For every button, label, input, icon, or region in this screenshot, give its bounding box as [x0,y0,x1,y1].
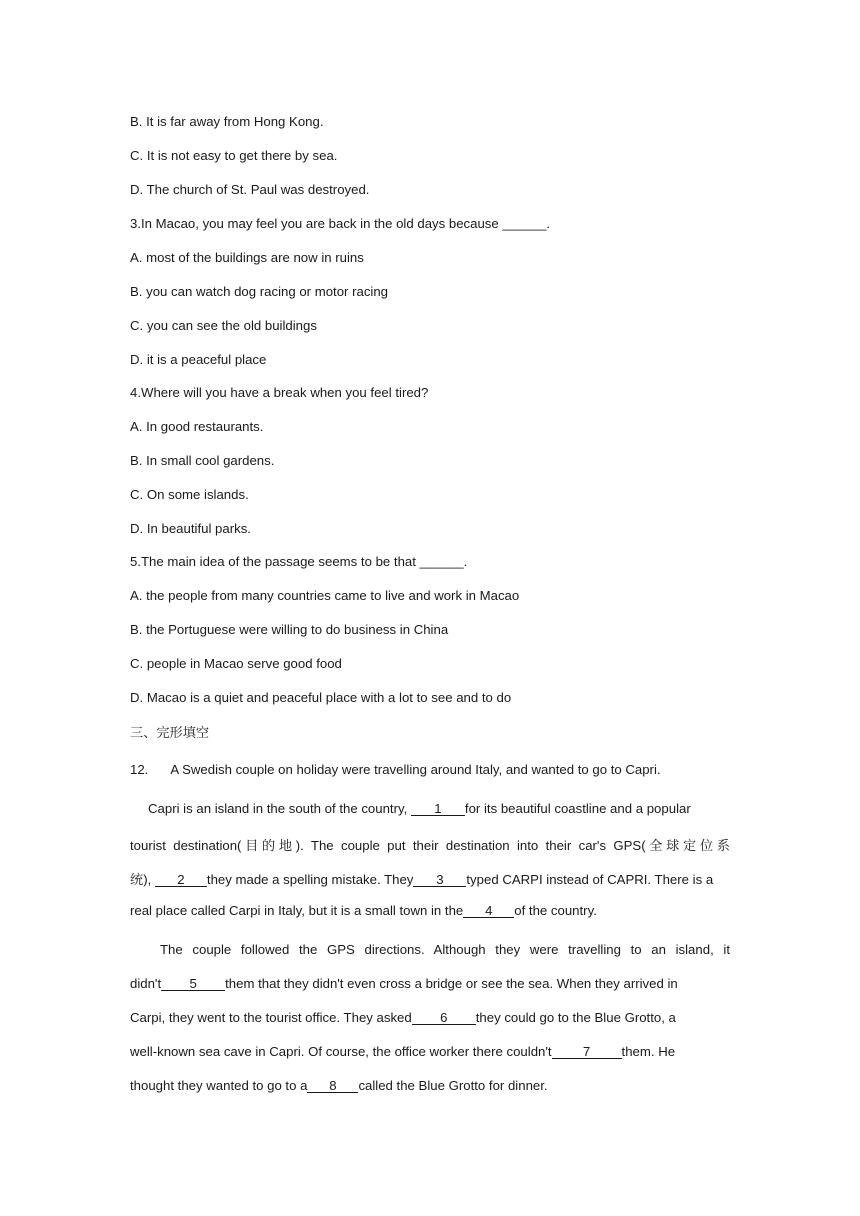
cloze-intro: A Swedish couple on holiday were travelling around Italy, and wanted to go to Capri. [170,762,661,777]
q5-option-a: A. the people from many countries came to live and work in Macao [130,588,520,603]
p2-line-1: The couple followed the GPS directions. Although they were travelling to an island, it [160,942,730,957]
p1-line-3: 统), 2 they made a spelling mistake. They 3 typed CARPI instead of CAPRI. There is a [130,872,714,888]
blank-7[interactable]: 7 [552,1045,622,1059]
q4-option-a: A. In good restaurants. [130,419,264,434]
q3-option-b: B. you can watch dog racing or motor racing [130,284,389,299]
q3-option-c: C. you can see the old buildings [130,318,317,333]
p2-line-4: well-known sea cave in Capri. Of course, the office worker there couldn't 7 them. He [130,1044,676,1059]
blank-2[interactable]: 2 [155,873,207,887]
cloze-number: 12. [130,762,149,777]
cloze-intro-line [130,762,661,777]
q3-option-a: A. most of the buildings are now in ruins [130,250,364,265]
q5-option-d: D. Macao is a quiet and peaceful place with a lot to see and to do [130,690,512,705]
p1-line-1: Capri is an island in the south of the country, 1 for its beautiful coastline and a popular [148,801,691,816]
q4-option-d: D. In beautiful parks. [130,521,251,536]
q4-option-b: B. In small cool gardens. [130,453,275,468]
blank-4[interactable]: 4 [463,904,514,918]
q2-option-c: C. It is not easy to get there by sea. [130,148,338,163]
blank-3[interactable]: 3 [413,873,466,887]
blank-5[interactable]: 5 [161,977,225,991]
blank-8[interactable]: 8 [307,1079,358,1093]
blank-1[interactable]: 1 [411,802,465,816]
q5-stem: 5.The main idea of the passage seems to be that ______. [130,554,468,569]
q2-option-b: B. It is far away from Hong Kong. [130,114,324,129]
p2-line-3: Carpi, they went to the tourist office. They asked 6 they could go to the Blue Grotto, a [130,1010,676,1025]
q4-option-c: C. On some islands. [130,487,249,502]
blank-6[interactable]: 6 [412,1011,476,1025]
p2-line-2: didn't 5 them that they didn't even cross a bridge or see the sea. When they arrived in [130,976,678,991]
q4-stem: 4.Where will you have a break when you feel tired? [130,385,429,400]
p1-line-4: real place called Carpi in Italy, but it is a small town in the 4 of the country. [130,903,597,918]
q3-option-d: D. it is a peaceful place [130,352,267,367]
p2-line-5: thought they wanted to go to a 8 called the Blue Grotto for dinner. [130,1078,548,1093]
q5-option-c: C. people in Macao serve good food [130,656,342,671]
section-heading: 三、完形填空 [130,726,210,741]
q3-stem: 3.In Macao, you may feel you are back in the old days because ______. [130,216,551,231]
p1-line-2: tourist destination(目的地). The couple put their destination into their car's GPS(全球定位系 [130,838,730,854]
q2-option-d: D. The church of St. Paul was destroyed. [130,182,370,197]
q5-option-b: B. the Portuguese were willing to do business in China [130,622,449,637]
